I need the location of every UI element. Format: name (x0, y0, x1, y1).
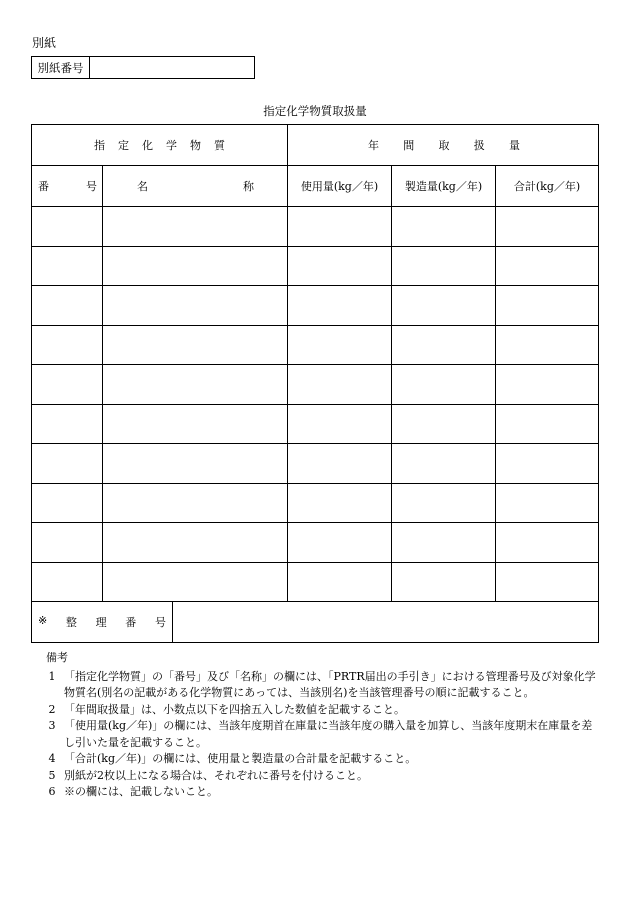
production-cell[interactable] (392, 286, 496, 326)
reference-number-cell (32, 602, 599, 643)
remarks-heading: 備考 (46, 651, 68, 664)
designated-chemical-header (32, 125, 288, 166)
reference-number-row (32, 602, 599, 643)
total-cell[interactable] (496, 365, 599, 405)
production-cell[interactable] (392, 365, 496, 405)
production-cell[interactable] (392, 246, 496, 286)
header-char: 物 (190, 139, 201, 152)
attachment-number-box (31, 56, 255, 79)
attachment-number-field[interactable] (90, 57, 254, 78)
remark-item (40, 702, 600, 719)
group-header-row (32, 125, 599, 166)
remark-item (40, 784, 600, 801)
table-row (32, 444, 599, 484)
name-cell[interactable] (103, 207, 288, 247)
header-char: 名 (137, 180, 148, 193)
reference-number-field[interactable] (173, 602, 598, 642)
table-row (32, 562, 599, 602)
number-cell[interactable] (32, 365, 103, 405)
table-row (32, 523, 599, 563)
production-column-header: 製造量(kg／年) (392, 166, 496, 207)
total-cell[interactable] (496, 286, 599, 326)
header-char: 取 (438, 139, 450, 152)
annual-handling-header (288, 125, 599, 166)
name-cell[interactable] (103, 325, 288, 365)
number-cell[interactable] (32, 207, 103, 247)
header-char: 質 (214, 139, 225, 152)
remark-text: 「合計(kg／年)」の欄には、使用量と製造量の合計量を記載すること。 (64, 752, 417, 765)
number-cell[interactable] (32, 562, 103, 602)
attachment-label: 別紙 (32, 36, 57, 50)
production-cell[interactable] (392, 523, 496, 563)
production-cell[interactable] (392, 483, 496, 523)
remark-item (40, 751, 600, 768)
label-char: ※ (38, 614, 48, 627)
remark-item (40, 768, 600, 785)
table-row (32, 404, 599, 444)
name-cell[interactable] (103, 246, 288, 286)
usage-cell[interactable] (288, 444, 392, 484)
name-cell[interactable] (103, 562, 288, 602)
remark-item (40, 669, 600, 702)
header-char: 指 (94, 139, 105, 152)
number-cell[interactable] (32, 246, 103, 286)
number-cell[interactable] (32, 325, 103, 365)
header-char: 化 (142, 139, 153, 152)
production-cell[interactable] (392, 562, 496, 602)
total-cell[interactable] (496, 325, 599, 365)
header-char: 号 (86, 180, 97, 193)
total-column-header: 合計(kg／年) (496, 166, 599, 207)
total-cell[interactable] (496, 523, 599, 563)
header-char: 番 (38, 180, 49, 193)
chemical-handling-table (31, 124, 599, 643)
usage-cell[interactable] (288, 286, 392, 326)
remark-number: 3 (48, 719, 56, 732)
table-row (32, 483, 599, 523)
name-cell[interactable] (103, 523, 288, 563)
production-cell[interactable] (392, 404, 496, 444)
header-char: 定 (118, 139, 129, 152)
production-cell[interactable] (392, 207, 496, 247)
usage-cell[interactable] (288, 325, 392, 365)
name-column-header (103, 166, 288, 207)
column-header-row (32, 166, 599, 207)
remark-text: 「使用量(kg／年)」の欄には、当該年度期首在庫量に当該年度の購入量を加算し、当該年度期末在庫量を差し引いた量を記載すること。 (64, 719, 593, 749)
usage-cell[interactable] (288, 523, 392, 563)
name-cell[interactable] (103, 483, 288, 523)
header-char: 学 (166, 139, 177, 152)
total-cell[interactable] (496, 207, 599, 247)
total-cell[interactable] (496, 444, 599, 484)
number-cell[interactable] (32, 404, 103, 444)
table-row (32, 246, 599, 286)
number-column-header (32, 166, 103, 207)
total-cell[interactable] (496, 404, 599, 444)
remark-number: 4 (48, 752, 56, 765)
table-row (32, 325, 599, 365)
remark-text: 「指定化学物質」の「番号」及び「名称」の欄には、「PRTR届出の手引き」における管理番号及び対象化学物質名(別名の記載がある化学物質にあっては、当該別名)を当該管理番号の順に記載すること。 (64, 669, 596, 699)
label-char: 号 (154, 616, 166, 629)
label-char: 理 (95, 616, 107, 629)
header-char: 扱 (473, 139, 485, 152)
table-row (32, 207, 599, 247)
label-char: 整 (65, 616, 77, 629)
header-char: 年 (368, 139, 379, 152)
table-row (32, 365, 599, 405)
name-cell[interactable] (103, 404, 288, 444)
remark-item (40, 718, 600, 751)
number-cell[interactable] (32, 483, 103, 523)
number-cell[interactable] (32, 523, 103, 563)
production-cell[interactable] (392, 325, 496, 365)
remark-text: 別紙が2枚以上になる場合は、それぞれに番号を付けること。 (64, 768, 368, 782)
usage-cell[interactable] (288, 365, 392, 405)
total-cell[interactable] (496, 246, 599, 286)
total-cell[interactable] (496, 562, 599, 602)
form-title: 指定化学物質取扱量 (263, 104, 367, 118)
usage-cell[interactable] (288, 562, 392, 602)
remark-number: 2 (48, 702, 56, 716)
usage-cell[interactable] (288, 207, 392, 247)
header-char: 称 (243, 180, 254, 193)
name-cell[interactable] (103, 286, 288, 326)
production-cell[interactable] (392, 444, 496, 484)
usage-cell[interactable] (288, 246, 392, 286)
remark-number: 1 (48, 669, 56, 683)
name-cell[interactable] (103, 365, 288, 405)
usage-column-header: 使用量(kg／年) (288, 166, 392, 207)
header-char: 量 (509, 139, 520, 152)
remark-number: 5 (48, 768, 56, 782)
usage-cell[interactable] (288, 483, 392, 523)
usage-cell[interactable] (288, 404, 392, 444)
reference-number-label (32, 602, 173, 642)
name-cell[interactable] (103, 444, 288, 484)
number-cell[interactable] (32, 444, 103, 484)
attachment-number-label: 別紙番号 (32, 57, 90, 78)
remark-number: 6 (48, 785, 56, 798)
label-char: 番 (125, 616, 137, 629)
remark-text: ※の欄には、記載しないこと。 (64, 785, 218, 798)
remarks-section (40, 650, 600, 801)
remark-text: 「年間取扱量」は、小数点以下を四捨五入した数値を記載すること。 (64, 702, 405, 716)
header-char: 間 (403, 139, 415, 152)
total-cell[interactable] (496, 483, 599, 523)
table-row (32, 286, 599, 326)
number-cell[interactable] (32, 286, 103, 326)
